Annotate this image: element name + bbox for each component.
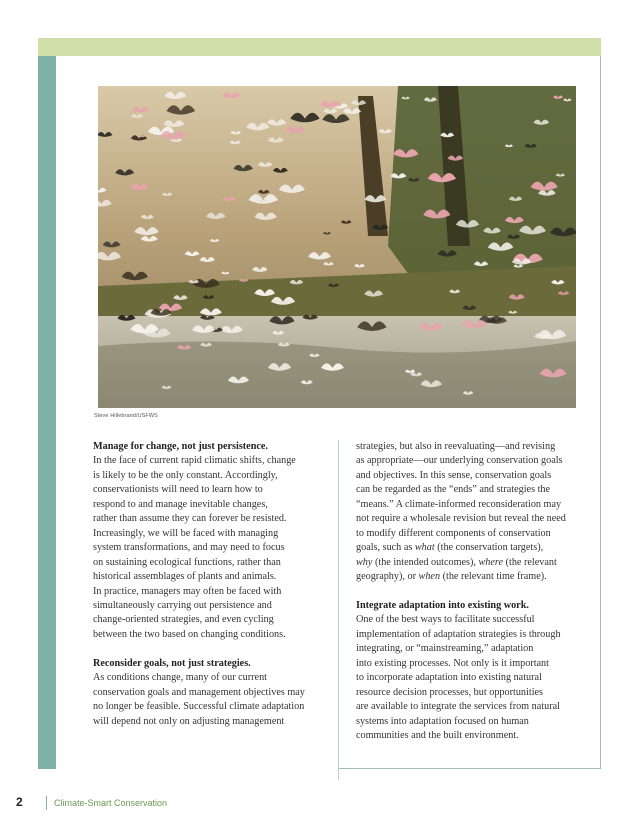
text-line: and objectives. In this sense, conservation goals	[356, 469, 552, 481]
paragraph-gap	[93, 642, 333, 656]
text-run: (the relevant	[503, 556, 557, 568]
text-line: conservation goals and management objectives may	[93, 686, 305, 698]
publication-title: Climate-Smart Conservation	[54, 798, 168, 808]
paragraph-manage-change	[93, 454, 333, 642]
text-line: simultaneously carrying out persistence and	[93, 599, 272, 611]
left-accent-bar	[38, 56, 56, 769]
text-line: “means.” A climate-informed reconsideration may	[356, 498, 562, 510]
footer-divider	[46, 796, 47, 810]
text-run: goals, such as	[356, 542, 415, 554]
column-divider	[338, 440, 339, 780]
text-line: historical assemblages of plants and animals.	[93, 571, 277, 583]
text-run: (the intended outcomes),	[372, 556, 479, 568]
text-line-geography	[356, 570, 591, 584]
text-line: As conditions change, many of our current	[93, 672, 267, 684]
text-run: geography), or	[356, 571, 419, 583]
section-heading-integrate-adaptation: Integrate adaptation into existing work.	[356, 599, 529, 611]
page-number: 2	[16, 795, 23, 809]
text-line: systems into adaptation focused on human	[356, 715, 529, 727]
text-line: can be regarded as the “ends” and strategies the	[356, 484, 551, 496]
text-line: to modify different components of conservation	[356, 527, 551, 539]
text-line: as appropriate—our underlying conservation goals	[356, 455, 563, 467]
header-color-band	[38, 38, 601, 56]
text-line: is likely to be the only constant. Accordingly,	[93, 469, 278, 481]
text-line: In the face of current rapid climatic shifts, change	[93, 455, 296, 467]
text-line: rather than assume they can forever be resisted.	[93, 513, 287, 525]
text-line: system transformations, and may need to focus	[93, 542, 285, 554]
text-line: on sustaining ecological functions, rather than	[93, 556, 281, 568]
text-line: conservationists will need to learn how to	[93, 484, 263, 496]
paragraph-gap	[356, 585, 591, 599]
text-run: (the conservation targets),	[434, 542, 544, 554]
emphasis-where: where	[478, 556, 504, 568]
emphasis-when: when	[418, 571, 441, 583]
emphasis-why: why	[356, 556, 373, 568]
text-line: communities and the built environment.	[356, 730, 519, 742]
text-line: One of the best ways to facilitate successful	[356, 614, 535, 626]
text-line: no longer be feasible. Successful climate adaptation	[93, 701, 305, 713]
text-line: not require a wholesale revision but reveal the need	[356, 513, 566, 525]
text-line: to incorporate adaptation into existing natural	[356, 672, 542, 684]
paragraph-integrate-adaptation	[356, 613, 591, 743]
text-line-goals	[356, 541, 591, 555]
text-line: into existing processes. Not only is it important	[356, 657, 549, 669]
text-line-why	[356, 556, 591, 570]
photo-credit: Steve Hillebrand/USFWS	[94, 413, 158, 419]
text-line: between the two based on changing conditions.	[93, 628, 286, 640]
bird-flock-photo	[98, 86, 576, 408]
frame-right-rule	[600, 56, 601, 769]
paragraph-goals-continued	[356, 440, 591, 585]
paragraph-reconsider-goals	[93, 671, 333, 729]
text-line: resource decision processes, but opportunities	[356, 686, 544, 698]
section-heading-manage-change: Manage for change, not just persistence.	[93, 441, 268, 452]
text-line: integrating, or “mainstreaming,” adaptation	[356, 643, 534, 655]
text-line: strategies, but also in reevaluating—and revising	[356, 441, 556, 452]
emphasis-what: what	[414, 542, 435, 554]
text-line: will depend not only on adjusting management	[93, 715, 285, 727]
left-text-column	[93, 440, 333, 729]
text-line: change-oriented strategies, and even cycling	[93, 614, 274, 626]
frame-bottom-rule	[338, 768, 601, 769]
section-heading-reconsider-goals: Reconsider goals, not just strategies.	[93, 657, 251, 669]
text-line: implementation of adaptation strategies is through	[356, 628, 561, 640]
text-line: respond to and manage inevitable changes,	[93, 498, 268, 510]
text-line: Increasingly, we will be faced with managing	[93, 527, 279, 539]
right-text-column	[356, 440, 591, 744]
text-line: In practice, managers may often be faced with	[93, 585, 282, 597]
text-line: are available to integrate the services from natural	[356, 701, 560, 713]
text-run: (the relevant time frame).	[440, 571, 547, 583]
